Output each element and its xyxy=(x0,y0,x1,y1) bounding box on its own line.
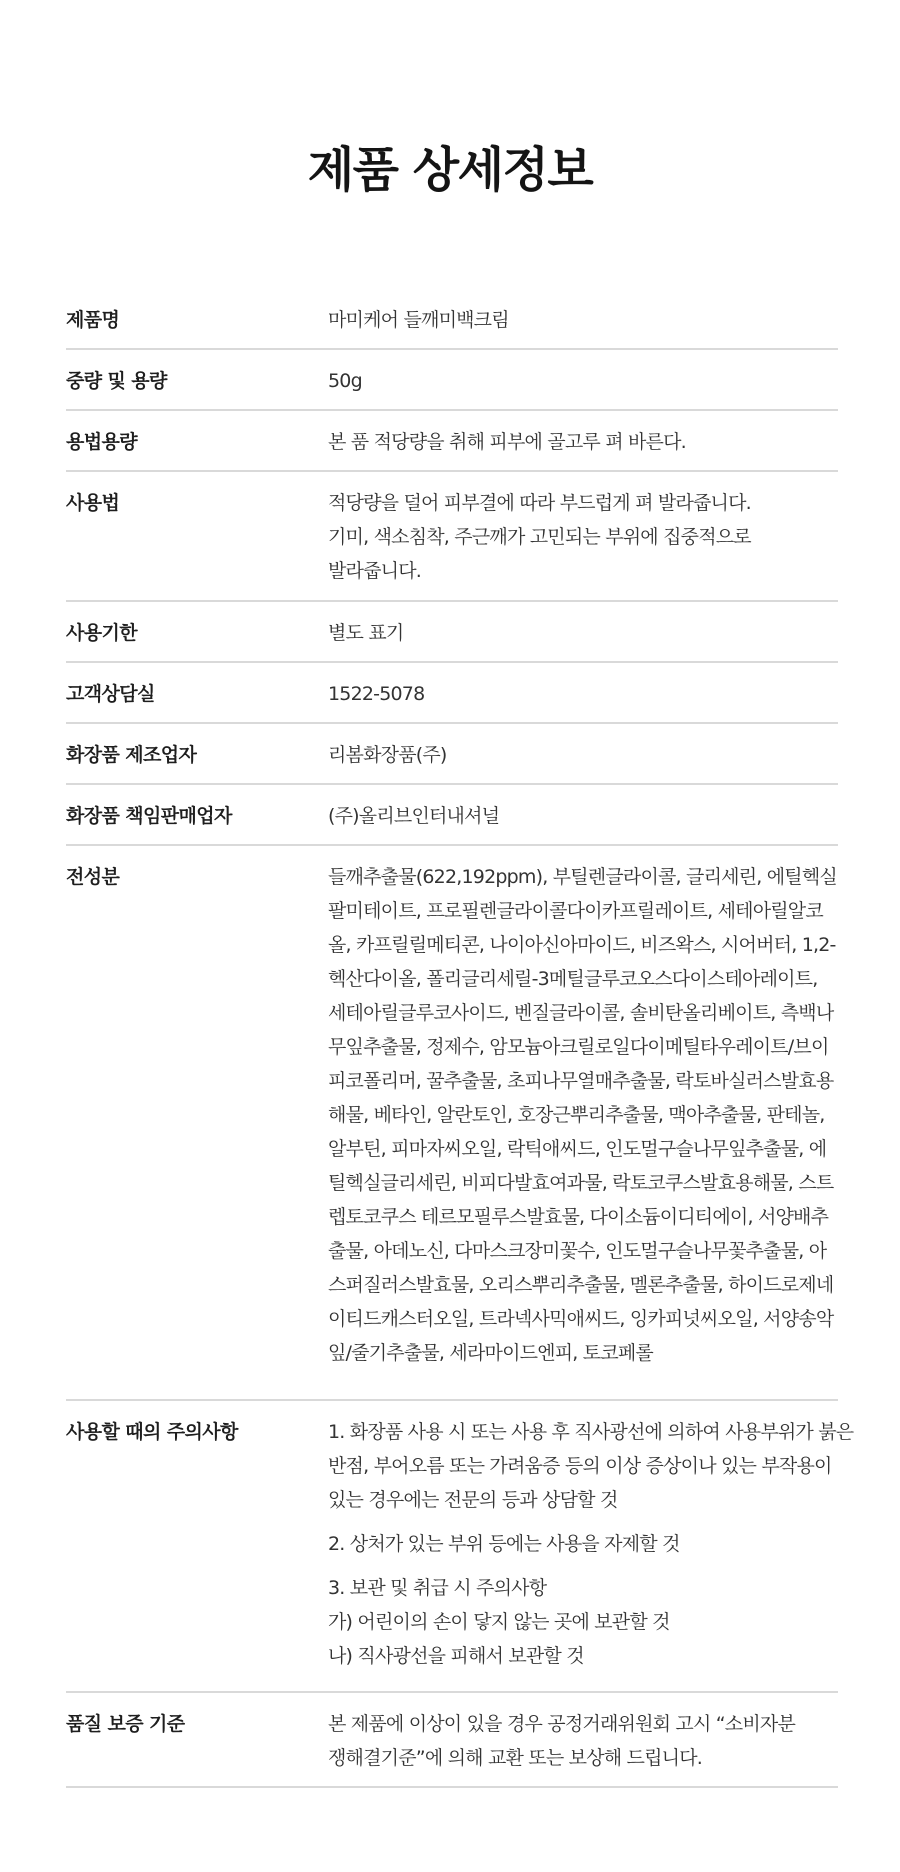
spec-label: 화장품 제조업자 xyxy=(66,744,197,766)
page-title: 제품 상세정보 xyxy=(307,142,593,198)
spec-value: 50g xyxy=(328,370,362,392)
spec-value: (주)올리브인터내셔널 xyxy=(328,805,500,827)
spec-label: 사용할 때의 주의사항 xyxy=(66,1421,238,1443)
spec-row-weight xyxy=(66,350,838,411)
spec-label: 고객상담실 xyxy=(66,683,155,705)
spec-value: 본 품 적당량을 취해 피부에 골고루 펴 바른다. xyxy=(328,431,686,453)
precaution-item: 1. 화장품 사용 시 또는 사용 후 직사광선에 의하여 사용부위가 붉은 반점, 부어오름 또는 가려움증 등의 이상 증상이나 있는 부작용이 있는 경우에는 전문의 등과 상담할 것 xyxy=(328,1421,854,1511)
spec-value: 들깨추출물(622,192ppm), 부틸렌글라이콜, 글리세린, 에틸헥실 팔미테이트, 프로필렌글라이콜다이카프릴레이트, 세테아릴알코 올, 카프릴릴메티콘, 나이아신아마이드, 비즈왁스, 시어버터, 1,2- 헥산다이올, 폴리글리세릴-3메틸글루코오스다이스테아레이트, 세테아릴글루코사이드, 벤질글라이콜, 솔비탄올리베이트, 측백나 무잎추출물, 정제수, 암모늄아크릴로일다이메틸타우레이트/브이 피코폴리머, 꿀추출물, 초피나무열매추출물, 락토바실러스발효용 해물, 베타인, 알란토인, 호장근뿌리추출물, 맥아추출물, 판테놀, 알부틴, 피마자씨오일, 락틱애씨드, 인도멀구슬나무잎추출물, 에 틸헥실글리세린, 비피다발효여과물, 락토코쿠스발효용해물, 스트 렙토코쿠스 테르모필루스발효물, 다이소듐이디티에이, 서양배추 출물, 아데노신, 다마스크장미꽃수, 인도멀구슬나무꽃추출물, 아 스퍼질러스발효물, 오리스뿌리추출물, 멜론추출물, 하이드로제네 이티드캐스터오일, 트라넥사믹애씨드, 잉카피넛씨오일, 서양송악 잎/줄기추출물, 세라마이드엔피, 토코페롤 xyxy=(328,866,837,1364)
spec-value: 리봄화장품(주) xyxy=(328,744,447,766)
spec-label: 전성분 xyxy=(66,866,120,888)
spec-row-product-name xyxy=(66,289,838,350)
spec-value: 별도 표기 xyxy=(328,622,404,644)
spec-table xyxy=(66,289,854,1788)
spec-value: 본 제품에 이상이 있을 경우 공정거래위원회 고시 “소비자분 쟁해결기준”에 의해 교환 또는 보상해 드립니다. xyxy=(328,1713,796,1769)
spec-row-usage xyxy=(66,472,838,602)
spec-label: 용법용량 xyxy=(66,431,138,453)
spec-row-ingredients xyxy=(66,846,838,1401)
spec-value xyxy=(328,1401,854,1673)
spec-row-precautions xyxy=(66,1401,854,1693)
precaution-item: 3. 보관 및 취급 시 주의사항 가) 어린이의 손이 닿지 않는 곳에 보관할 것 나) 직사광선을 피해서 보관할 것 xyxy=(328,1577,670,1667)
spec-row-manufacturer xyxy=(66,724,838,785)
spec-value: 적당량을 덜어 피부결에 따라 부드럽게 펴 발라줍니다. 기미, 색소침착, 주근깨가 고민되는 부위에 집중적으로 발라줍니다. xyxy=(328,492,751,582)
spec-label: 중량 및 용량 xyxy=(66,370,167,392)
spec-row-customer-service xyxy=(66,663,838,724)
spec-label: 사용기한 xyxy=(66,622,138,644)
spec-row-seller xyxy=(66,785,838,846)
spec-row-dosage xyxy=(66,411,838,472)
spec-label: 사용법 xyxy=(66,492,120,514)
spec-label: 품질 보증 기준 xyxy=(66,1713,185,1735)
spec-row-expiry xyxy=(66,602,838,663)
spec-value: 1522-5078 xyxy=(328,683,425,705)
precaution-item: 2. 상처가 있는 부위 등에는 사용을 자제할 것 xyxy=(328,1533,680,1555)
spec-value: 마미케어 들깨미백크림 xyxy=(328,309,509,331)
spec-row-quality-guarantee xyxy=(66,1693,838,1788)
spec-label: 화장품 책임판매업자 xyxy=(66,805,232,827)
spec-label: 제품명 xyxy=(66,309,120,331)
